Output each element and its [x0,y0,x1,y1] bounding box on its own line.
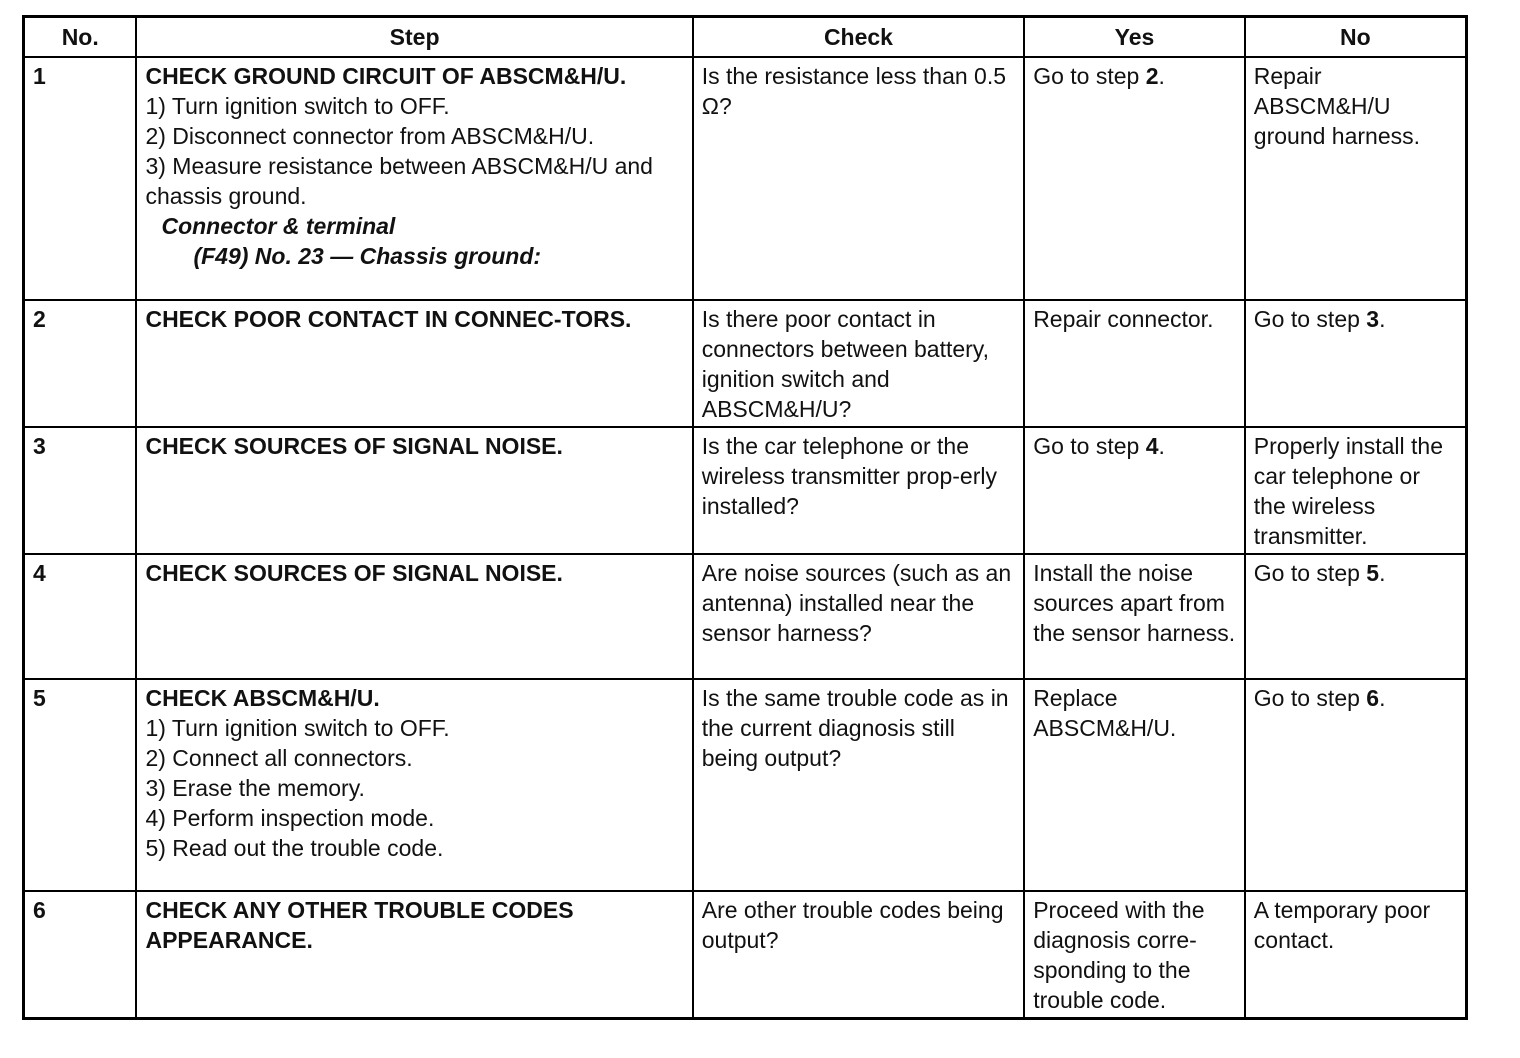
step-title: CHECK ABSCM&H/U. [145,685,380,711]
header-step: Step [136,17,692,58]
step-number: 6 [24,891,137,1019]
table-row [24,300,1467,427]
no-step-ref: 5 [1366,560,1380,586]
yes-text: Proceed with the diagnosis corre-sponding to the trouble code. [1033,897,1205,1013]
no-cell [1245,427,1467,554]
no-text: Go to step [1253,306,1367,332]
no-text: Repair ABSCM&H/U ground harness. [1253,63,1421,149]
step-cell [136,57,692,300]
step-instruction: 1) Turn ignition switch to OFF. [145,93,450,119]
step-instruction: 3) Erase the memory. [145,775,365,801]
step-title: CHECK GROUND CIRCUIT OF ABSCM&H/U. [145,63,627,89]
yes-text: Repair connector. [1033,306,1214,332]
table-row [24,57,1467,300]
step-number: 1 [24,57,137,300]
step-number: 4 [24,554,137,679]
step-cell [136,891,692,1019]
header-no: No. [24,17,137,58]
check-cell: Are noise sources (such as an antenna) installed near the sensor harness? [693,554,1024,679]
yes-cell [1024,427,1245,554]
no-text: Go to step [1253,685,1367,711]
check-cell: Is the same trouble code as in the current diagnosis still being output? [693,679,1024,891]
diagnosis-table [22,15,1468,1020]
header-no-result: No [1245,17,1467,58]
yes-step-ref: 2 [1145,63,1159,89]
step-instruction: 4) Perform inspection mode. [145,805,435,831]
yes-text-end: . [1158,63,1165,89]
step-title: CHECK POOR CONTACT IN CONNEC-TORS. [145,306,632,332]
step-instruction: 1) Turn ignition switch to OFF. [145,715,450,741]
no-text-end: . [1379,685,1386,711]
header-yes: Yes [1024,17,1245,58]
no-cell [1245,554,1467,679]
table-row [24,679,1467,891]
yes-text-end: . [1158,433,1165,459]
no-cell [1245,679,1467,891]
no-text: Go to step [1253,560,1367,586]
step-cell [136,300,692,427]
check-cell: Is the car telephone or the wireless transmitter prop-erly installed? [693,427,1024,554]
no-cell [1245,57,1467,300]
step-instruction: 2) Disconnect connector from ABSCM&H/U. [145,123,595,149]
step-title: CHECK ANY OTHER TROUBLE CODES APPEARANCE. [145,897,574,953]
no-text-end: . [1379,560,1386,586]
table-header-row [24,17,1467,58]
step-cell [136,679,692,891]
table-row [24,427,1467,554]
step-number: 3 [24,427,137,554]
step-title: CHECK SOURCES OF SIGNAL NOISE. [145,433,563,459]
table-row [24,554,1467,679]
no-cell [1245,300,1467,427]
yes-cell [1024,57,1245,300]
no-text: Properly install the car telephone or the wireless transmitter. [1253,433,1443,549]
yes-cell [1024,300,1245,427]
step-title: CHECK SOURCES OF SIGNAL NOISE. [145,560,563,586]
step-number: 5 [24,679,137,891]
check-cell: Are other trouble codes being output? [693,891,1024,1019]
check-cell: Is the resistance less than 0.5 Ω? [693,57,1024,300]
header-check: Check [693,17,1024,58]
step-instruction: 3) Measure resistance between ABSCM&H/U and chassis ground. [145,153,653,209]
yes-text: Go to step [1033,63,1146,89]
no-text-end: . [1379,306,1386,332]
step-cell [136,427,692,554]
no-text: A temporary poor contact. [1253,897,1431,953]
no-step-ref: 6 [1366,685,1380,711]
check-cell: Is there poor contact in connectors between battery, ignition switch and ABSCM&H/U? [693,300,1024,427]
yes-cell [1024,554,1245,679]
step-note: Connector & terminal [161,213,396,239]
yes-cell [1024,891,1245,1019]
yes-step-ref: 4 [1145,433,1159,459]
step-instruction: 5) Read out the trouble code. [145,835,444,861]
yes-text: Install the noise sources apart from the sensor harness. [1033,560,1236,646]
step-note: (F49) No. 23 — Chassis ground: [193,243,542,269]
yes-text: Replace ABSCM&H/U. [1033,685,1177,741]
table-row [24,891,1467,1019]
no-step-ref: 3 [1366,306,1380,332]
yes-text: Go to step [1033,433,1146,459]
yes-cell [1024,679,1245,891]
no-cell [1245,891,1467,1019]
step-instruction: 2) Connect all connectors. [145,745,413,771]
step-cell [136,554,692,679]
step-number: 2 [24,300,137,427]
